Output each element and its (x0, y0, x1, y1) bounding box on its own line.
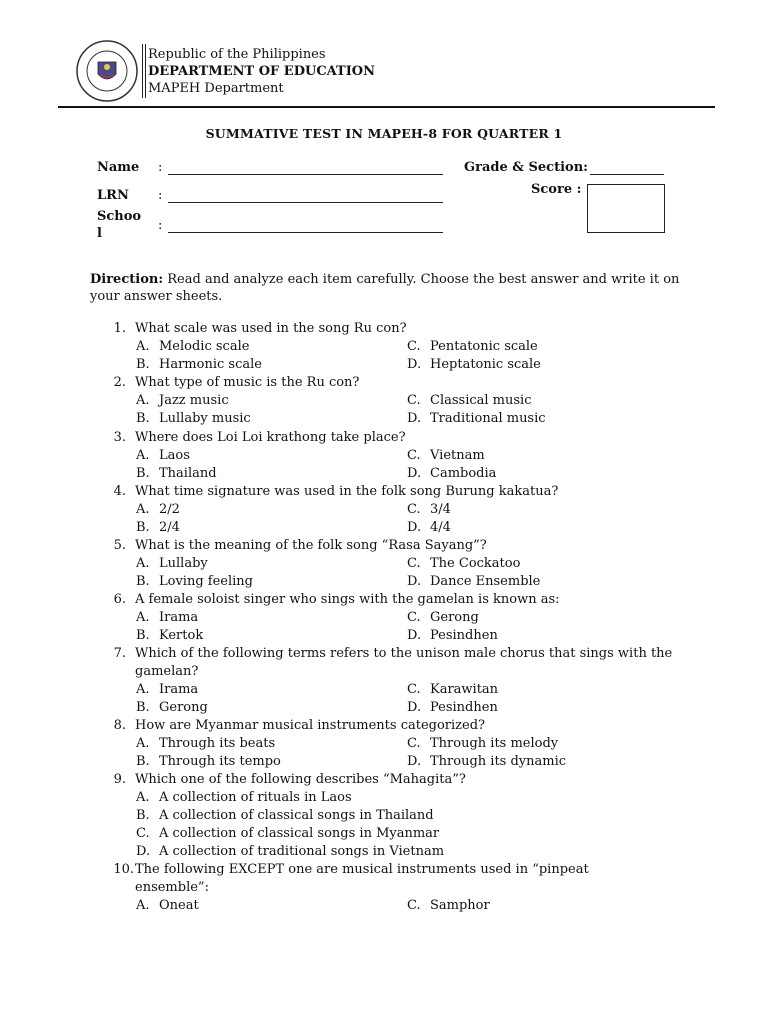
option-letter: B. (136, 754, 150, 769)
option-letter: B. (136, 411, 150, 426)
option-b (136, 519, 180, 537)
grade-section-label: Grade & Section: (464, 160, 588, 175)
option-text: Through its melody (430, 736, 559, 751)
option-letter: A. (136, 448, 150, 463)
option-c (407, 609, 479, 627)
option-c (407, 501, 451, 519)
option-letter: A. (136, 502, 150, 517)
option-b (136, 699, 208, 717)
school-label-part1: Schoo (97, 209, 142, 224)
option-c (407, 897, 490, 915)
option-letter: D. (407, 574, 422, 589)
question-text: A female soloist singer who sings with the gamelan is known as: (135, 592, 560, 607)
option-d (407, 699, 498, 717)
option-c (407, 555, 520, 573)
option-letter: A. (136, 898, 150, 913)
option-letter: C. (407, 736, 421, 751)
option-text: 3/4 (430, 502, 451, 517)
header-divider-line (145, 44, 146, 98)
question-number: 7. (113, 646, 126, 661)
option-text: The Cockatoo (430, 556, 521, 571)
direction-label: Direction: (90, 272, 164, 287)
option-d (407, 465, 496, 483)
option-letter: C. (407, 448, 421, 463)
option-letter: C. (136, 826, 150, 841)
option-text: Pesindhen (430, 628, 498, 643)
option-d (407, 627, 498, 645)
option-text: Cambodia (430, 466, 497, 481)
option-text: Harmonic scale (159, 357, 262, 372)
question-text: Which of the following terms refers to the unison male chorus that sings with the gamelan? (135, 646, 673, 679)
option-letter: D. (407, 520, 422, 535)
question-number: 8. (113, 718, 126, 733)
deped-seal-logo (76, 40, 138, 102)
option-letter: A. (136, 736, 150, 751)
option-d (407, 573, 540, 591)
option-b (136, 356, 262, 374)
option-text: Pentatonic scale (430, 339, 538, 354)
option-b (136, 627, 203, 645)
score-box[interactable] (587, 184, 665, 233)
question-number: 9. (113, 772, 126, 787)
option-text: Karawitan (430, 682, 499, 697)
option-text: Classical music (430, 393, 532, 408)
option-letter: C. (407, 339, 421, 354)
option-text: 2/4 (159, 520, 180, 535)
option-b (136, 753, 281, 771)
question-number: 4. (113, 484, 126, 499)
option-a (136, 789, 352, 807)
option-text: Through its tempo (159, 754, 281, 769)
option-c (407, 338, 538, 356)
option-letter: A. (136, 393, 150, 408)
direction-paragraph (90, 271, 690, 305)
option-a (136, 501, 180, 519)
option-letter: C. (407, 502, 421, 517)
option-text: A collection of classical songs in Myanmar (159, 826, 440, 841)
school-label-part2: l (97, 226, 102, 241)
test-title: SUMMATIVE TEST IN MAPEH-8 FOR QUARTER 1 (205, 126, 563, 141)
option-letter: D. (407, 357, 422, 372)
option-letter: D. (407, 700, 422, 715)
option-letter: B. (136, 808, 150, 823)
question-text: What type of music is the Ru con? (135, 375, 360, 390)
option-b (136, 807, 434, 825)
option-letter: D. (407, 628, 422, 643)
option-text: Loving feeling (159, 574, 253, 589)
lrn-label: LRN (97, 188, 129, 203)
option-text: Vietnam (430, 448, 485, 463)
question-text: Where does Loi Loi krathong take place? (135, 430, 406, 445)
option-text: Through its dynamic (430, 754, 567, 769)
option-text: Irama (159, 610, 199, 625)
option-b (136, 573, 253, 591)
option-a (136, 555, 208, 573)
option-text: Through its beats (159, 736, 276, 751)
name-colon: : (158, 160, 163, 175)
option-text: Traditional music (430, 411, 546, 426)
option-text: Oneat (159, 898, 199, 913)
option-letter: B. (136, 700, 150, 715)
option-letter: A. (136, 556, 150, 571)
option-c (407, 681, 498, 699)
option-text: Lullaby (159, 556, 208, 571)
option-d (407, 519, 451, 537)
option-text: Heptatonic scale (430, 357, 541, 372)
option-letter: B. (136, 574, 150, 589)
option-letter: D. (407, 466, 422, 481)
option-text: 2/2 (159, 502, 180, 517)
option-text: A collection of rituals in Laos (159, 790, 352, 805)
name-input-line[interactable] (168, 174, 443, 175)
option-text: Kertok (159, 628, 204, 643)
name-label: Name (97, 160, 140, 175)
score-label: Score : (531, 182, 582, 197)
option-text: 4/4 (430, 520, 451, 535)
option-b (136, 465, 217, 483)
question-number: 5. (113, 538, 126, 553)
question-text: What is the meaning of the folk song “Rasa Sayang”? (135, 538, 487, 553)
header-rule (58, 106, 715, 108)
question-text: How are Myanmar musical instruments categorized? (135, 718, 486, 733)
option-d (136, 843, 444, 861)
option-text: Lullaby music (159, 411, 251, 426)
option-letter: B. (136, 357, 150, 372)
lrn-input-line[interactable] (168, 202, 443, 203)
option-a (136, 392, 229, 410)
option-a (136, 447, 190, 465)
option-c (407, 447, 485, 465)
option-a (136, 897, 199, 915)
school-colon: : (158, 218, 163, 233)
option-text: Gerong (159, 700, 208, 715)
option-letter: D. (407, 411, 422, 426)
option-b (136, 410, 251, 428)
option-letter: B. (136, 520, 150, 535)
option-text: Jazz music (159, 393, 229, 408)
question-text: The following EXCEPT one are musical instruments used in “pinpeat ensemble”: (135, 862, 589, 895)
option-letter: B. (136, 628, 150, 643)
option-letter: C. (407, 393, 421, 408)
option-text: Melodic scale (159, 339, 250, 354)
option-text: Gerong (430, 610, 479, 625)
grade-section-input-line[interactable] (590, 174, 664, 175)
option-letter: D. (136, 844, 151, 859)
question-number: 10. (113, 862, 134, 877)
option-c (407, 735, 558, 753)
option-c (407, 392, 532, 410)
option-letter: C. (407, 556, 421, 571)
question-text: What time signature was used in the folk song Burung kakatua? (135, 484, 559, 499)
option-letter: A. (136, 339, 150, 354)
header-mapeh-department: MAPEH Department (148, 81, 284, 96)
lrn-colon: : (158, 188, 163, 203)
option-d (407, 356, 541, 374)
option-text: Thailand (159, 466, 217, 481)
question-number: 2. (113, 375, 126, 390)
option-a (136, 609, 198, 627)
question-text: What scale was used in the song Ru con? (135, 321, 407, 336)
question-number: 3. (113, 430, 126, 445)
school-input-line[interactable] (168, 232, 443, 233)
direction-text: Read and analyze each item carefully. Choose the best answer and write it on your answer sheets. (90, 272, 680, 304)
option-text: A collection of traditional songs in Vietnam (159, 844, 445, 859)
option-letter: D. (407, 754, 422, 769)
option-text: Pesindhen (430, 700, 498, 715)
option-letter: B. (136, 466, 150, 481)
option-letter: C. (407, 610, 421, 625)
option-text: Samphor (430, 898, 490, 913)
option-letter: A. (136, 610, 150, 625)
option-letter: A. (136, 682, 150, 697)
option-d (407, 410, 546, 428)
option-letter: C. (407, 898, 421, 913)
header-department: DEPARTMENT OF EDUCATION (148, 64, 376, 79)
option-c (136, 825, 439, 843)
option-d (407, 753, 566, 771)
option-letter: A. (136, 790, 150, 805)
option-text: A collection of classical songs in Thailand (159, 808, 434, 823)
question-text: Which one of the following describes “Mahagita”? (135, 772, 466, 787)
option-a (136, 681, 198, 699)
option-text: Dance Ensemble (430, 574, 541, 589)
option-text: Laos (159, 448, 190, 463)
option-a (136, 735, 275, 753)
header-republic: Republic of the Philippines (148, 47, 326, 62)
header-divider-line (142, 44, 143, 98)
option-text: Irama (159, 682, 199, 697)
question-number: 6. (113, 592, 126, 607)
question-number: 1. (113, 321, 126, 336)
option-a (136, 338, 249, 356)
option-letter: C. (407, 682, 421, 697)
